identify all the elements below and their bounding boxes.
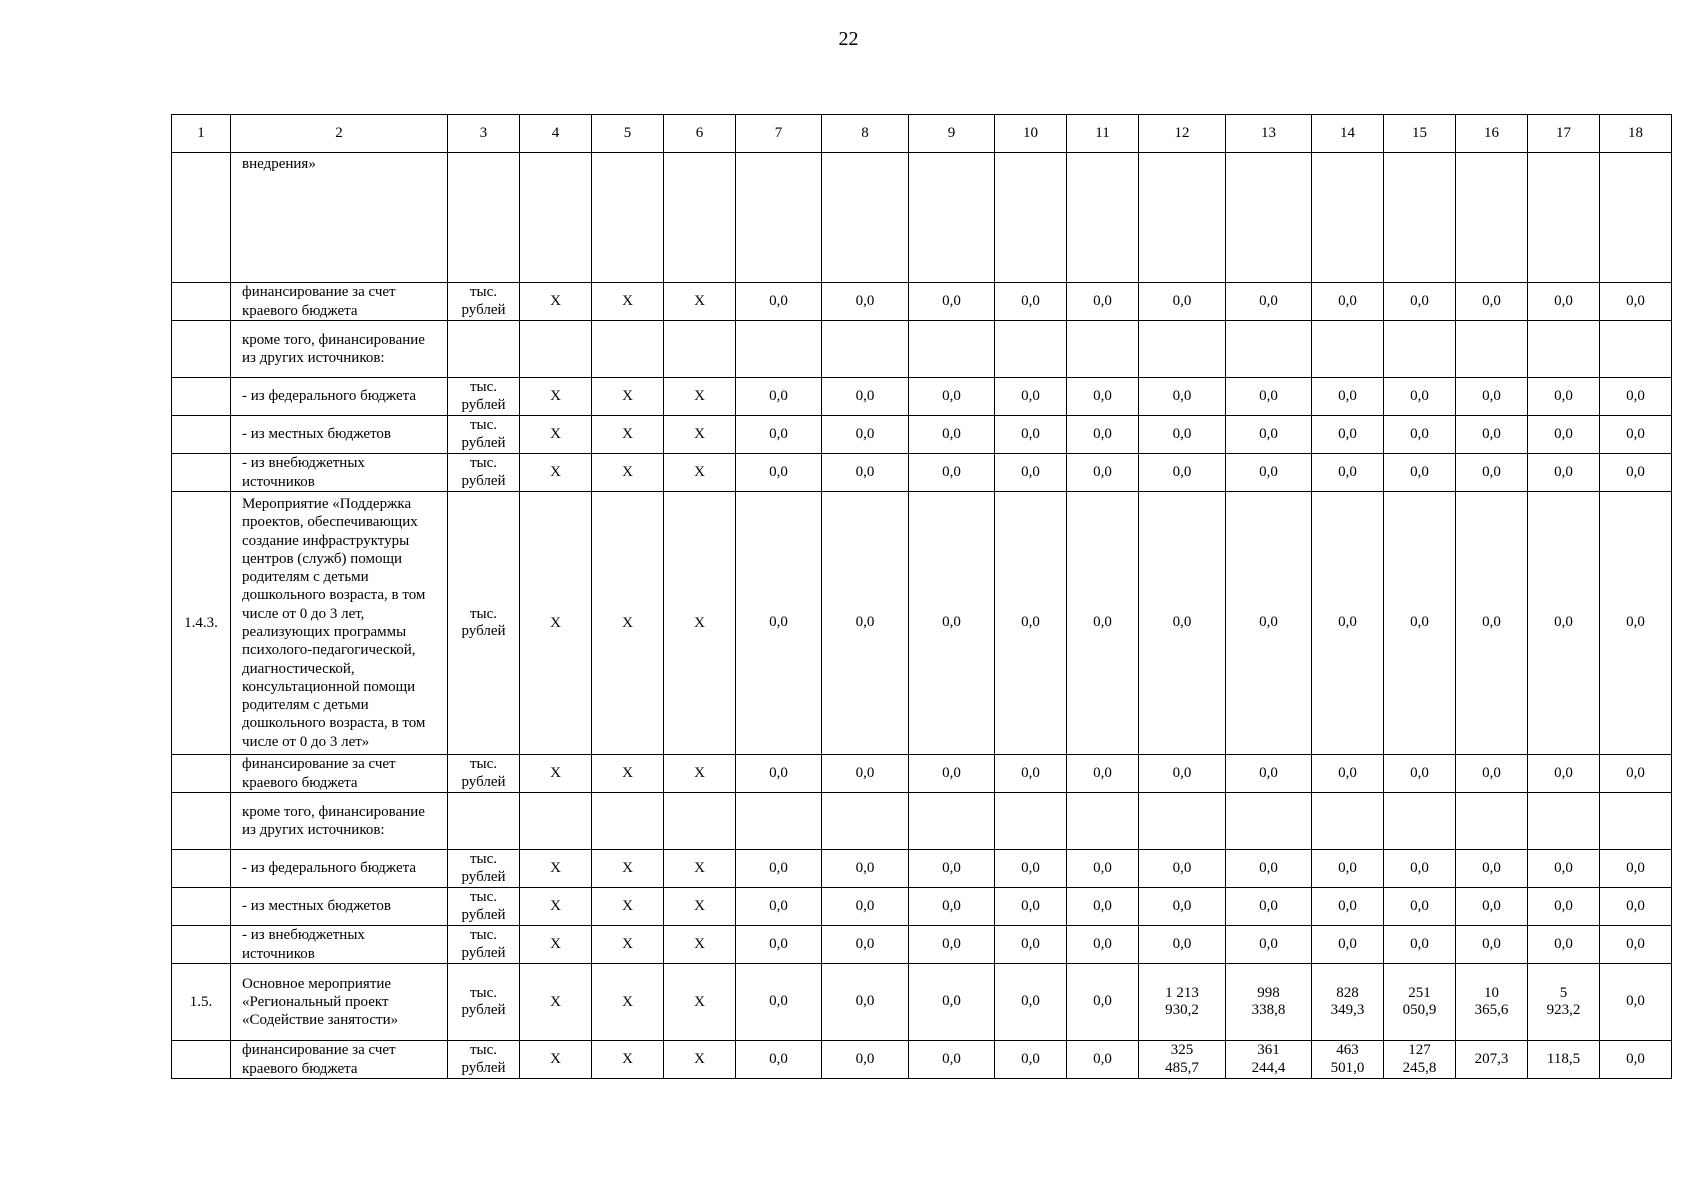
row-number-cell: 1.5. — [172, 964, 231, 1041]
header-row — [172, 115, 1672, 153]
value-cell-col12: 0,0 — [1139, 755, 1226, 793]
unit-cell: тыс. рублей — [448, 755, 520, 793]
header-cell: 15 — [1384, 115, 1456, 153]
value-cell-col8 — [822, 793, 909, 850]
value-cell-col10: 0,0 — [995, 755, 1067, 793]
value-cell-col11: 0,0 — [1067, 850, 1139, 888]
value-cell-col18: 0,0 — [1600, 964, 1672, 1041]
table-row — [172, 283, 1672, 321]
value-cell-col18 — [1600, 153, 1672, 283]
row-number-cell — [172, 378, 231, 416]
value-cell-col16: 0,0 — [1456, 926, 1528, 964]
value-cell-col14: 0,0 — [1312, 926, 1384, 964]
value-cell-col8: 0,0 — [822, 850, 909, 888]
value-cell-col16 — [1456, 793, 1528, 850]
x-mark-cell: X — [592, 378, 664, 416]
x-mark-cell — [664, 153, 736, 283]
value-cell-col17 — [1528, 321, 1600, 378]
row-name-cell: финансирование за счет краевого бюджета — [231, 1041, 448, 1079]
value-cell-col14: 828 349,3 — [1312, 964, 1384, 1041]
row-number-cell — [172, 454, 231, 492]
x-mark-cell: X — [520, 283, 592, 321]
value-cell-col8: 0,0 — [822, 964, 909, 1041]
value-cell-col17: 0,0 — [1528, 755, 1600, 793]
value-cell-col18: 0,0 — [1600, 755, 1672, 793]
x-mark-cell: X — [520, 492, 592, 755]
value-cell-col17 — [1528, 153, 1600, 283]
value-cell-col8 — [822, 153, 909, 283]
value-cell-col12: 0,0 — [1139, 850, 1226, 888]
x-mark-cell: X — [592, 454, 664, 492]
unit-cell: тыс. рублей — [448, 378, 520, 416]
table-row — [172, 416, 1672, 454]
value-cell-col7: 0,0 — [736, 850, 822, 888]
value-cell-col7 — [736, 153, 822, 283]
row-name-cell: кроме того, финансирование из других источников: — [231, 793, 448, 850]
value-cell-col9: 0,0 — [909, 454, 995, 492]
row-name-cell: финансирование за счет краевого бюджета — [231, 755, 448, 793]
row-number-cell — [172, 283, 231, 321]
row-number-cell — [172, 153, 231, 283]
value-cell-col7: 0,0 — [736, 378, 822, 416]
value-cell-col11: 0,0 — [1067, 1041, 1139, 1079]
value-cell-col15: 0,0 — [1384, 378, 1456, 416]
value-cell-col18: 0,0 — [1600, 888, 1672, 926]
value-cell-col16: 10 365,6 — [1456, 964, 1528, 1041]
value-cell-col15: 0,0 — [1384, 926, 1456, 964]
value-cell-col10: 0,0 — [995, 416, 1067, 454]
value-cell-col16: 0,0 — [1456, 416, 1528, 454]
value-cell-col7: 0,0 — [736, 964, 822, 1041]
table-row — [172, 153, 1672, 283]
value-cell-col8: 0,0 — [822, 926, 909, 964]
value-cell-col11: 0,0 — [1067, 964, 1139, 1041]
x-mark-cell: X — [520, 888, 592, 926]
value-cell-col9 — [909, 793, 995, 850]
header-cell: 2 — [231, 115, 448, 153]
table-row — [172, 454, 1672, 492]
x-mark-cell: X — [520, 964, 592, 1041]
row-number-cell: 1.4.3. — [172, 492, 231, 755]
unit-cell — [448, 793, 520, 850]
row-number-cell — [172, 416, 231, 454]
value-cell-col17 — [1528, 793, 1600, 850]
unit-cell: тыс. рублей — [448, 1041, 520, 1079]
value-cell-col16: 207,3 — [1456, 1041, 1528, 1079]
value-cell-col12: 0,0 — [1139, 454, 1226, 492]
value-cell-col15: 0,0 — [1384, 492, 1456, 755]
header-cell: 10 — [995, 115, 1067, 153]
value-cell-col9: 0,0 — [909, 964, 995, 1041]
unit-cell: тыс. рублей — [448, 492, 520, 755]
value-cell-col14: 0,0 — [1312, 755, 1384, 793]
row-number-cell — [172, 850, 231, 888]
x-mark-cell: X — [592, 492, 664, 755]
row-name-cell: внедрения» — [231, 153, 448, 283]
value-cell-col18: 0,0 — [1600, 378, 1672, 416]
row-name-cell: - из местных бюджетов — [231, 888, 448, 926]
x-mark-cell — [592, 153, 664, 283]
x-mark-cell: X — [664, 1041, 736, 1079]
value-cell-col14: 463 501,0 — [1312, 1041, 1384, 1079]
value-cell-col10 — [995, 153, 1067, 283]
value-cell-col13 — [1226, 153, 1312, 283]
x-mark-cell: X — [664, 850, 736, 888]
x-mark-cell: X — [664, 492, 736, 755]
value-cell-col18: 0,0 — [1600, 454, 1672, 492]
value-cell-col11: 0,0 — [1067, 454, 1139, 492]
row-name-cell: - из внебюджетных источников — [231, 454, 448, 492]
value-cell-col7: 0,0 — [736, 283, 822, 321]
x-mark-cell — [520, 153, 592, 283]
unit-cell: тыс. рублей — [448, 850, 520, 888]
value-cell-col12 — [1139, 793, 1226, 850]
value-cell-col17: 0,0 — [1528, 888, 1600, 926]
value-cell-col13: 998 338,8 — [1226, 964, 1312, 1041]
x-mark-cell: X — [520, 454, 592, 492]
value-cell-col14: 0,0 — [1312, 492, 1384, 755]
x-mark-cell: X — [664, 378, 736, 416]
x-mark-cell: X — [592, 283, 664, 321]
header-cell: 5 — [592, 115, 664, 153]
value-cell-col13: 0,0 — [1226, 755, 1312, 793]
value-cell-col7 — [736, 793, 822, 850]
header-cell: 12 — [1139, 115, 1226, 153]
value-cell-col10 — [995, 321, 1067, 378]
value-cell-col14: 0,0 — [1312, 416, 1384, 454]
value-cell-col12: 1 213 930,2 — [1139, 964, 1226, 1041]
value-cell-col14: 0,0 — [1312, 888, 1384, 926]
x-mark-cell — [520, 793, 592, 850]
value-cell-col13: 0,0 — [1226, 416, 1312, 454]
unit-cell: тыс. рублей — [448, 454, 520, 492]
value-cell-col7: 0,0 — [736, 1041, 822, 1079]
value-cell-col17: 0,0 — [1528, 492, 1600, 755]
value-cell-col11 — [1067, 153, 1139, 283]
value-cell-col12: 0,0 — [1139, 888, 1226, 926]
value-cell-col11: 0,0 — [1067, 378, 1139, 416]
x-mark-cell: X — [664, 283, 736, 321]
value-cell-col11: 0,0 — [1067, 283, 1139, 321]
x-mark-cell — [520, 321, 592, 378]
row-name-cell: - из федерального бюджета — [231, 850, 448, 888]
table-row — [172, 888, 1672, 926]
x-mark-cell: X — [592, 416, 664, 454]
value-cell-col14: 0,0 — [1312, 378, 1384, 416]
value-cell-col14 — [1312, 321, 1384, 378]
x-mark-cell: X — [664, 416, 736, 454]
x-mark-cell: X — [664, 926, 736, 964]
value-cell-col15 — [1384, 153, 1456, 283]
value-cell-col16: 0,0 — [1456, 378, 1528, 416]
value-cell-col13: 0,0 — [1226, 454, 1312, 492]
value-cell-col16: 0,0 — [1456, 454, 1528, 492]
value-cell-col14 — [1312, 153, 1384, 283]
table-row — [172, 492, 1672, 755]
table-row — [172, 1041, 1672, 1079]
value-cell-col8: 0,0 — [822, 416, 909, 454]
value-cell-col17: 0,0 — [1528, 416, 1600, 454]
value-cell-col14: 0,0 — [1312, 850, 1384, 888]
value-cell-col18: 0,0 — [1600, 416, 1672, 454]
value-cell-col9: 0,0 — [909, 1041, 995, 1079]
unit-cell — [448, 321, 520, 378]
value-cell-col13 — [1226, 793, 1312, 850]
value-cell-col17: 0,0 — [1528, 454, 1600, 492]
x-mark-cell: X — [592, 964, 664, 1041]
header-cell: 8 — [822, 115, 909, 153]
value-cell-col7: 0,0 — [736, 492, 822, 755]
value-cell-col11: 0,0 — [1067, 926, 1139, 964]
value-cell-col9: 0,0 — [909, 492, 995, 755]
value-cell-col15: 0,0 — [1384, 755, 1456, 793]
value-cell-col15 — [1384, 793, 1456, 850]
value-cell-col7: 0,0 — [736, 888, 822, 926]
value-cell-col13: 0,0 — [1226, 378, 1312, 416]
value-cell-col8: 0,0 — [822, 454, 909, 492]
row-name-cell: кроме того, финансирование из других источников: — [231, 321, 448, 378]
header-cell: 4 — [520, 115, 592, 153]
x-mark-cell: X — [592, 888, 664, 926]
value-cell-col10: 0,0 — [995, 378, 1067, 416]
header-cell: 7 — [736, 115, 822, 153]
header-cell: 13 — [1226, 115, 1312, 153]
value-cell-col13: 361 244,4 — [1226, 1041, 1312, 1079]
value-cell-col12 — [1139, 321, 1226, 378]
table-row — [172, 755, 1672, 793]
value-cell-col13: 0,0 — [1226, 888, 1312, 926]
header-cell: 14 — [1312, 115, 1384, 153]
value-cell-col11 — [1067, 793, 1139, 850]
value-cell-col12: 325 485,7 — [1139, 1041, 1226, 1079]
value-cell-col12: 0,0 — [1139, 416, 1226, 454]
row-number-cell — [172, 321, 231, 378]
value-cell-col13 — [1226, 321, 1312, 378]
value-cell-col14: 0,0 — [1312, 454, 1384, 492]
value-cell-col15 — [1384, 321, 1456, 378]
x-mark-cell: X — [520, 926, 592, 964]
x-mark-cell — [592, 321, 664, 378]
value-cell-col10: 0,0 — [995, 964, 1067, 1041]
value-cell-col9 — [909, 153, 995, 283]
value-cell-col8: 0,0 — [822, 1041, 909, 1079]
budget-table — [171, 114, 1672, 1079]
value-cell-col17: 0,0 — [1528, 850, 1600, 888]
row-number-cell — [172, 888, 231, 926]
unit-cell: тыс. рублей — [448, 416, 520, 454]
header-cell: 3 — [448, 115, 520, 153]
x-mark-cell — [592, 793, 664, 850]
header-cell: 11 — [1067, 115, 1139, 153]
value-cell-col15: 0,0 — [1384, 283, 1456, 321]
value-cell-col8: 0,0 — [822, 888, 909, 926]
value-cell-col16 — [1456, 321, 1528, 378]
value-cell-col16: 0,0 — [1456, 492, 1528, 755]
value-cell-col17: 0,0 — [1528, 283, 1600, 321]
value-cell-col8: 0,0 — [822, 283, 909, 321]
unit-cell: тыс. рублей — [448, 283, 520, 321]
value-cell-col15: 127 245,8 — [1384, 1041, 1456, 1079]
row-name-cell: - из федерального бюджета — [231, 378, 448, 416]
value-cell-col16 — [1456, 153, 1528, 283]
x-mark-cell: X — [520, 416, 592, 454]
value-cell-col17: 0,0 — [1528, 926, 1600, 964]
header-cell: 9 — [909, 115, 995, 153]
value-cell-col8: 0,0 — [822, 755, 909, 793]
x-mark-cell: X — [664, 755, 736, 793]
value-cell-col10: 0,0 — [995, 888, 1067, 926]
row-name-cell: Мероприятие «Поддержка проектов, обеспечивающих создание инфраструктуры центров (служб) помощи родителям с детьми дошкольного возраста, в том числе от 0 до 3 лет, реализующих программы психолого-педагогической, диагностической, консультационной помощи родителям с детьми дошкольного возраста, в том числе от 0 до 3 лет» — [231, 492, 448, 755]
unit-cell: тыс. рублей — [448, 888, 520, 926]
value-cell-col9: 0,0 — [909, 755, 995, 793]
value-cell-col11: 0,0 — [1067, 888, 1139, 926]
page-number: 22 — [838, 28, 859, 50]
value-cell-col12: 0,0 — [1139, 492, 1226, 755]
value-cell-col18: 0,0 — [1600, 492, 1672, 755]
value-cell-col11: 0,0 — [1067, 755, 1139, 793]
value-cell-col12: 0,0 — [1139, 926, 1226, 964]
value-cell-col8: 0,0 — [822, 378, 909, 416]
table-row — [172, 850, 1672, 888]
x-mark-cell: X — [664, 964, 736, 1041]
table-row — [172, 321, 1672, 378]
value-cell-col14 — [1312, 793, 1384, 850]
unit-cell — [448, 153, 520, 283]
value-cell-col18: 0,0 — [1600, 926, 1672, 964]
value-cell-col11: 0,0 — [1067, 492, 1139, 755]
value-cell-col18: 0,0 — [1600, 283, 1672, 321]
table-row — [172, 926, 1672, 964]
value-cell-col17: 5 923,2 — [1528, 964, 1600, 1041]
unit-cell: тыс. рублей — [448, 964, 520, 1041]
row-name-cell: Основное мероприятие «Региональный проект «Содействие занятости» — [231, 964, 448, 1041]
x-mark-cell: X — [520, 850, 592, 888]
x-mark-cell — [664, 793, 736, 850]
value-cell-col14: 0,0 — [1312, 283, 1384, 321]
x-mark-cell: X — [592, 755, 664, 793]
value-cell-col9: 0,0 — [909, 378, 995, 416]
value-cell-col7: 0,0 — [736, 416, 822, 454]
x-mark-cell: X — [664, 888, 736, 926]
value-cell-col10: 0,0 — [995, 850, 1067, 888]
value-cell-col12: 0,0 — [1139, 283, 1226, 321]
x-mark-cell: X — [520, 378, 592, 416]
value-cell-col12: 0,0 — [1139, 378, 1226, 416]
header-cell: 17 — [1528, 115, 1600, 153]
value-cell-col10: 0,0 — [995, 1041, 1067, 1079]
row-name-cell: - из местных бюджетов — [231, 416, 448, 454]
row-name-cell: - из внебюджетных источников — [231, 926, 448, 964]
value-cell-col7 — [736, 321, 822, 378]
x-mark-cell: X — [592, 926, 664, 964]
x-mark-cell — [664, 321, 736, 378]
value-cell-col9: 0,0 — [909, 888, 995, 926]
value-cell-col7: 0,0 — [736, 454, 822, 492]
row-number-cell — [172, 755, 231, 793]
x-mark-cell: X — [664, 454, 736, 492]
table-row — [172, 964, 1672, 1041]
value-cell-col9 — [909, 321, 995, 378]
value-cell-col10: 0,0 — [995, 283, 1067, 321]
row-number-cell — [172, 793, 231, 850]
header-cell: 6 — [664, 115, 736, 153]
value-cell-col16: 0,0 — [1456, 755, 1528, 793]
value-cell-col8 — [822, 321, 909, 378]
value-cell-col10: 0,0 — [995, 454, 1067, 492]
x-mark-cell: X — [520, 755, 592, 793]
x-mark-cell: X — [520, 1041, 592, 1079]
value-cell-col16: 0,0 — [1456, 283, 1528, 321]
value-cell-col18 — [1600, 321, 1672, 378]
table-row — [172, 378, 1672, 416]
x-mark-cell: X — [592, 1041, 664, 1079]
value-cell-col15: 0,0 — [1384, 888, 1456, 926]
value-cell-col9: 0,0 — [909, 926, 995, 964]
value-cell-col9: 0,0 — [909, 283, 995, 321]
table-row — [172, 793, 1672, 850]
value-cell-col13: 0,0 — [1226, 492, 1312, 755]
x-mark-cell: X — [592, 850, 664, 888]
value-cell-col9: 0,0 — [909, 850, 995, 888]
value-cell-col9: 0,0 — [909, 416, 995, 454]
value-cell-col13: 0,0 — [1226, 850, 1312, 888]
value-cell-col12 — [1139, 153, 1226, 283]
unit-cell: тыс. рублей — [448, 926, 520, 964]
value-cell-col10: 0,0 — [995, 492, 1067, 755]
value-cell-col18: 0,0 — [1600, 850, 1672, 888]
value-cell-col11: 0,0 — [1067, 416, 1139, 454]
value-cell-col17: 0,0 — [1528, 378, 1600, 416]
value-cell-col13: 0,0 — [1226, 926, 1312, 964]
header-cell: 18 — [1600, 115, 1672, 153]
value-cell-col10 — [995, 793, 1067, 850]
value-cell-col15: 0,0 — [1384, 850, 1456, 888]
value-cell-col7: 0,0 — [736, 926, 822, 964]
value-cell-col7: 0,0 — [736, 755, 822, 793]
value-cell-col10: 0,0 — [995, 926, 1067, 964]
row-number-cell — [172, 926, 231, 964]
row-number-cell — [172, 1041, 231, 1079]
value-cell-col17: 118,5 — [1528, 1041, 1600, 1079]
value-cell-col15: 0,0 — [1384, 416, 1456, 454]
value-cell-col18 — [1600, 793, 1672, 850]
value-cell-col13: 0,0 — [1226, 283, 1312, 321]
value-cell-col11 — [1067, 321, 1139, 378]
row-name-cell: финансирование за счет краевого бюджета — [231, 283, 448, 321]
value-cell-col15: 0,0 — [1384, 454, 1456, 492]
header-cell: 1 — [172, 115, 231, 153]
header-cell: 16 — [1456, 115, 1528, 153]
value-cell-col8: 0,0 — [822, 492, 909, 755]
value-cell-col16: 0,0 — [1456, 888, 1528, 926]
value-cell-col18: 0,0 — [1600, 1041, 1672, 1079]
value-cell-col15: 251 050,9 — [1384, 964, 1456, 1041]
value-cell-col16: 0,0 — [1456, 850, 1528, 888]
